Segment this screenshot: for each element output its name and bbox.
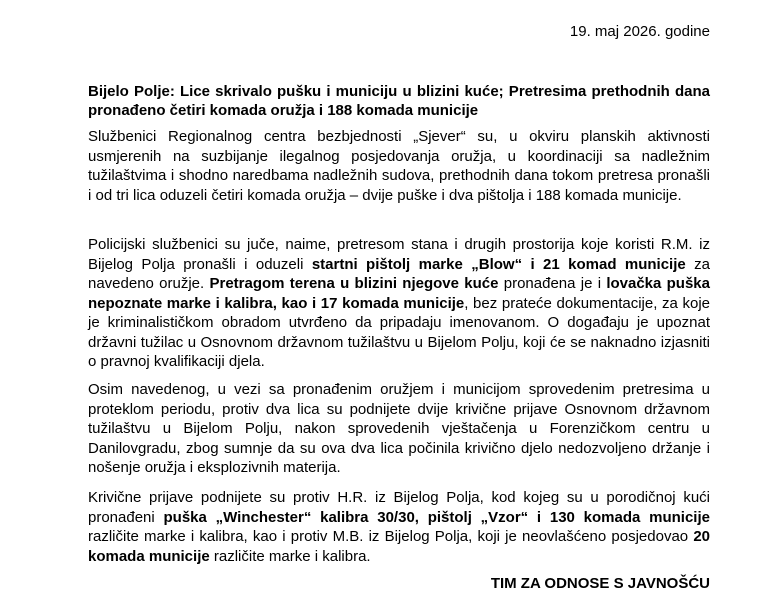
paragraph-2-bold-2: Pretragom terena u blizini njegove kuće — [209, 275, 499, 292]
paragraph-1: Službenici Regionalnog centra bezbjednosti „Sjever“ su, u okviru planskih aktivnosti usmjerenih na suzbijanje ilegalnog posjedovanja oružja, u koordinaciji sa nadležnim tužilaštvima i shodno naredbama nadležnih sudova, prethodnih dana tokom pretresa pronašli i od tri lica oduzeli četiri komada oružja – dvije puške i dva pištolja i 188 komada municije. — [88, 128, 710, 204]
paragraph-2 — [88, 235, 710, 372]
paragraph-4-bold-2: 20 komada municije — [88, 528, 710, 565]
signature: TIM ZA ODNOSE S JAVNOŠĆU — [490, 575, 710, 592]
paragraph-4-text-1: Krivične prijave podnijete su protiv H.R. iz Bijelog Polja, kod kojeg su u porodičnoj kući pronađeni — [88, 489, 710, 526]
paragraph-4 — [88, 488, 710, 566]
paragraph-2-text-4: , bez prateće dokumentacije, za koje je kriminalističkom obradom utvrđeno da pripadaju imenovanom. O događaju je upoznat državni tužilac u Osnovnom državnom tužilaštvu u Bijelom Polju, koji će se naknadno izjasniti o pravnoj kvalifikaciji djela. — [88, 294, 710, 370]
paragraph-2-text-1: Policijski službenici su juče, naime, pretresom stana i drugih prostorija koje koristi R.M. iz Bijelog Polja pronašli i oduzeli — [88, 236, 710, 273]
paragraph-2-bold-3: lovačka puška nepoznate marke i kalibra, kao i 17 komada municije — [88, 275, 710, 312]
paragraph-2-text-3: pronađena je i — [498, 275, 607, 292]
paragraph-4-text-2: različite marke i kalibra, kao i protiv M.B. iz Bijelog Polja, koji je neovlašćeno posjedovao — [88, 528, 694, 545]
paragraph-2-bold-1: startni pištolj marke „Blow“ i 21 komad municije — [311, 255, 686, 273]
headline: Bijelo Polje: Lice skrivalo pušku i municiju u blizini kuće; Pretresima prethodnih dana pronađeno četiri komada oružja i 188 komada municije — [88, 83, 710, 119]
release-date: 19. maj 2026. godine — [569, 23, 710, 40]
paragraph-4-bold-1: puška „Winchester“ kalibra 30/30, pištolj „Vzor“ i 130 komada municije — [163, 508, 710, 526]
paragraph-4-text-3: različite marke i kalibra. — [209, 547, 371, 565]
paragraph-3: Osim navedenog, u vezi sa pronađenim oružjem i municijom sprovedenim pretresima u proteklom periodu, protiv dva lica su podnijete dvije krivične prijave Osnovnom državnom tužilaštvu u Bijelom Polju, nakon sprovedenih vještačenja u Forenzičkom centru u Danilovgradu, zbog sumnje da su ova dva lica počinila krivično djelo nedozvoljeno držanje i nošenje oružja i eksplozivnih materija. — [88, 381, 710, 476]
paragraph-2-text-2: za navedeno oružje. — [88, 255, 710, 292]
